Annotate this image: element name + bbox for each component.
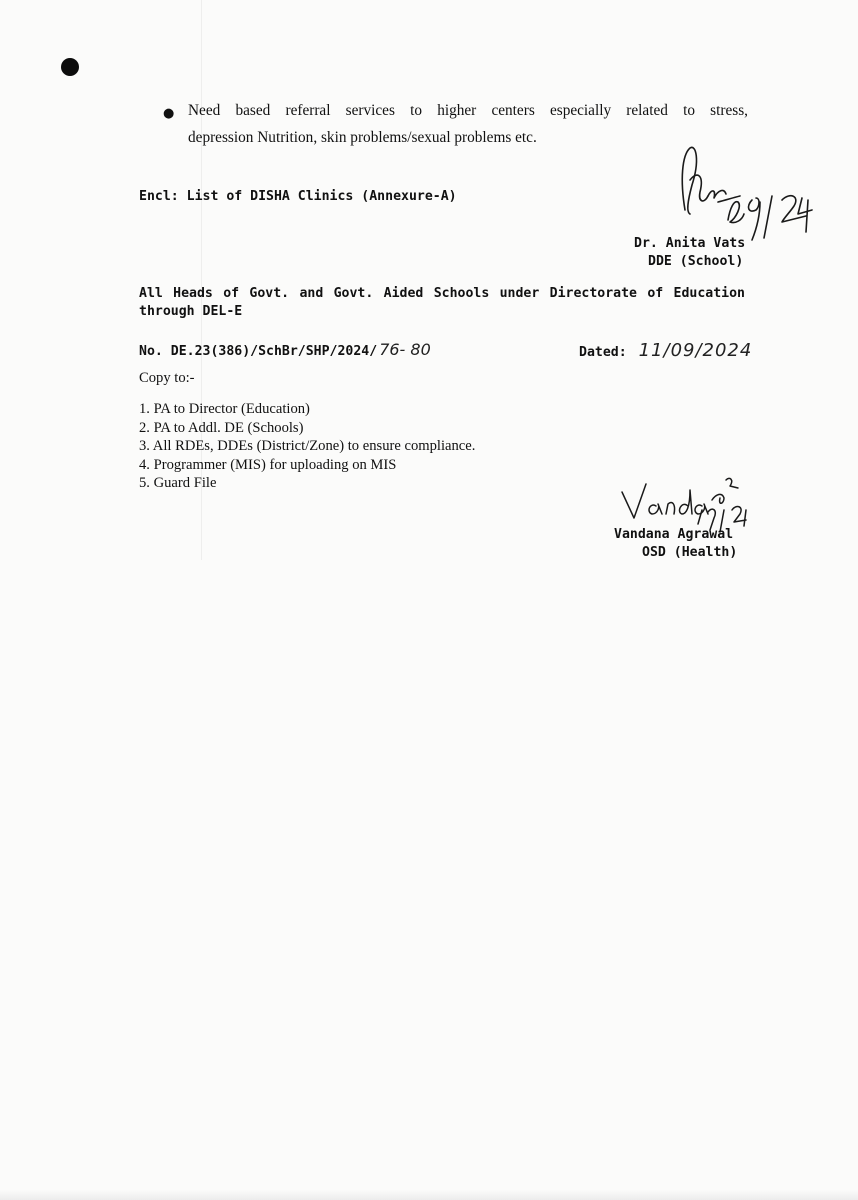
date-handwritten: 11/09/2024: [638, 340, 753, 361]
dated-field: [579, 340, 752, 361]
punch-hole: [61, 58, 79, 76]
signatory-2-name: Vandana Agrawal: [614, 527, 734, 542]
copy-to-list: [139, 400, 475, 493]
signatory-1-designation: DDE (School): [648, 254, 744, 269]
list-item: 3. All RDEs, DDEs (District/Zone) to ensure compliance.: [139, 438, 476, 454]
list-item: 2. PA to Addl. DE (Schools): [139, 419, 304, 436]
list-item: 5. Guard File: [139, 475, 217, 491]
addressee-line-1: All Heads of Govt. and Govt. Aided Schools under Directorate of Education: [139, 286, 745, 301]
reference-number: [139, 340, 431, 359]
signature-anita-vats: [660, 140, 830, 250]
scan-bottom-edge: [0, 1190, 858, 1200]
addressee-line-2: through DEL-E: [139, 304, 243, 319]
enclosure-line: Encl: List of DISHA Clinics (Annexure-A): [139, 189, 457, 204]
reference-number-handwritten: 76- 80: [379, 340, 431, 359]
bullet-line-2: depression Nutrition, skin problems/sexual problems etc.: [188, 129, 537, 146]
signatory-1-name: Dr. Anita Vats: [634, 236, 746, 251]
bullet-icon: ●: [163, 106, 175, 121]
list-item: 1. PA to Director (Education): [139, 401, 310, 417]
reference-number-prefix: No. DE.23(386)/SchBr/SHP/2024/: [139, 344, 378, 359]
dated-label: Dated:: [579, 345, 627, 360]
copy-to-label: Copy to:-: [139, 370, 195, 386]
list-item: 4. Programmer (MIS) for uploading on MIS: [139, 456, 397, 473]
signatory-2-designation: OSD (Health): [642, 545, 738, 560]
bullet-line-1: Need based referral services to higher centers especially related to stress,: [188, 102, 748, 119]
